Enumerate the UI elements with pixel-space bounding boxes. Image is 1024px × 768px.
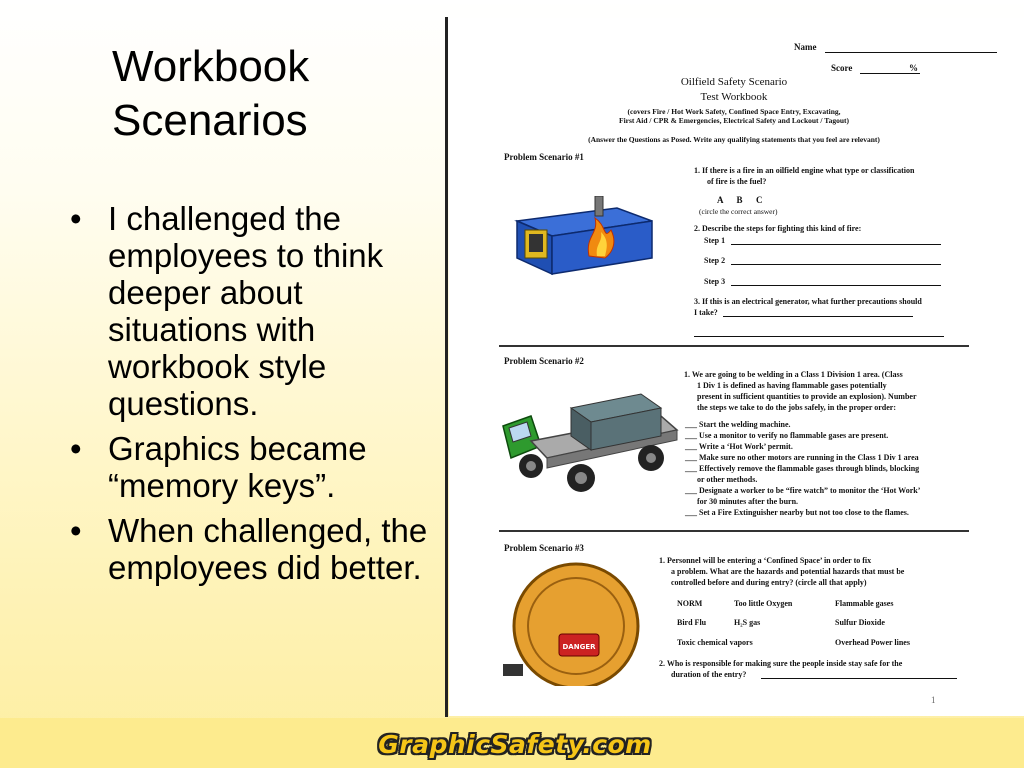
scenario3-heading: Problem Scenario #3 [504,543,584,553]
s2-q-line2: 1 Div 1 is defined as having flammable gases potentially [697,381,887,390]
score-line [860,73,920,74]
answer-line [694,336,944,337]
s1-q3-line1: 3. If this is an electrical generator, what further precautions should [694,297,922,306]
bullet-text: When challenged, the employees did better. [108,512,428,586]
s3-option: Too little Oxygen [734,599,793,608]
s3-q2-line2: duration of the entry? [671,670,747,679]
s2-q-line4: the steps we take to do the jobs safely, in the proper order: [697,403,897,412]
danger-sign-text: DANGER [562,643,596,651]
confined-space-tank-illustration [501,556,651,686]
section-separator [499,530,969,532]
s3-q1-line1: 1. Personnel will be entering a ‘Confined Space’ in order to fix [659,556,872,565]
s1-q1-line2: of fire is the fuel? [707,177,767,186]
engine-fire-illustration [507,196,657,276]
score-label: Score [831,63,853,73]
s3-option: Sulfur Dioxide [835,618,885,627]
s1-step1: Step 1 [704,236,726,245]
doc-covers-line2: First Aid / CPR & Emergencies, Electrical Safety and Lockout / Tagout) [619,116,849,125]
s3-option: Overhead Power lines [835,638,910,647]
s2-q-line1: 1. We are going to be welding in a Class 1 Division 1 area. (Class [684,370,903,379]
answer-line [731,285,941,286]
s2-step: ___ Make sure no other motors are running in the Class 1 Div 1 area [685,453,919,462]
bullet-item [70,200,440,422]
s2-step: for 30 minutes after the burn. [685,497,799,506]
s3-q1-line2: a problem. What are the hazards and potential hazards that must be [671,567,905,576]
s1-q2: 2. Describe the steps for fighting this kind of fire: [694,224,862,233]
bullet-list [70,200,440,594]
s2-step: ___ Effectively remove the flammable gases through blinds, blocking [685,464,920,473]
bullet-item [70,512,440,586]
slide-title-line2: Scenarios [112,96,308,145]
bullet-text: Graphics became “memory keys”. [108,430,367,504]
s2-step: ___ Designate a worker to be “fire watch” to monitor the ‘Hot Work’ [685,486,921,495]
s3-option: Bird Flu [677,618,707,627]
slide-title-line1: Workbook [112,42,310,91]
answer-line [761,678,957,679]
answer-line [723,316,913,317]
s1-circle-note: (circle the correct answer) [699,207,778,216]
doc-title: Oilfield Safety Scenario [680,76,788,88]
score-unit: % [909,63,918,73]
s3-q1-line3: controlled before and during entry? (circle all that apply) [671,578,867,587]
name-label: Name [794,42,817,52]
s2-step: ___ Use a monitor to verify no flammable gases are present. [685,431,889,440]
s1-q1-line1: 1. If there is a fire in an oilfield engine what type or classification [694,166,915,175]
s3-option: Toxic chemical vapors [677,638,753,647]
s3-q2-line1: 2. Who is responsible for making sure the people inside stay safe for the [659,659,903,668]
doc-subtitle: Test Workbook [700,91,768,103]
doc-instructions: (Answer the Questions as Posed. Write any qualifying statements that you feel are relevant) [588,135,880,144]
graphicsafety-logo: GraphicSafety.com [378,730,652,759]
s1-step2: Step 2 [704,256,726,265]
answer-line [731,264,941,265]
s2-step: ___ Write a ‘Hot Work’ permit. [685,442,793,451]
s1-q3-line2: I take? [694,308,718,317]
answer-line [731,244,941,245]
slide-title [112,40,432,148]
s2-step: ___ Start the welding machine. [685,420,791,429]
bullet-glyph: • [70,512,82,549]
workbook-page [449,18,1024,716]
scenario2-heading: Problem Scenario #2 [504,356,584,366]
s1-step3: Step 3 [704,277,726,286]
page-number: 1 [931,695,936,705]
s3-option: Flammable gases [835,599,894,608]
s2-step: or other methods. [685,475,758,484]
scenario1-heading: Problem Scenario #1 [504,152,584,162]
bullet-glyph: • [70,430,82,467]
name-line [825,52,997,53]
s2-q-line3: present in sufficient quantities to provide an explosion). Number [697,392,917,401]
bullet-glyph: • [70,200,82,237]
vertical-divider [445,17,448,717]
doc-covers-line1: (covers Fire / Hot Work Safety, Confined Space Entry, Excavating, [627,107,841,116]
s3-option: NORM [677,599,703,608]
s2-step: ___ Set a Fire Extinguisher nearby but not too close to the flames. [685,508,909,517]
section-separator [499,345,969,347]
s3-option: H₂S gas [734,618,761,627]
bullet-item [70,430,440,504]
welding-truck-illustration [501,386,681,498]
bullet-text: I challenged the employees to think deeper about situations with workbook style questions. [108,200,384,422]
s1-choices: A B C [717,195,763,205]
